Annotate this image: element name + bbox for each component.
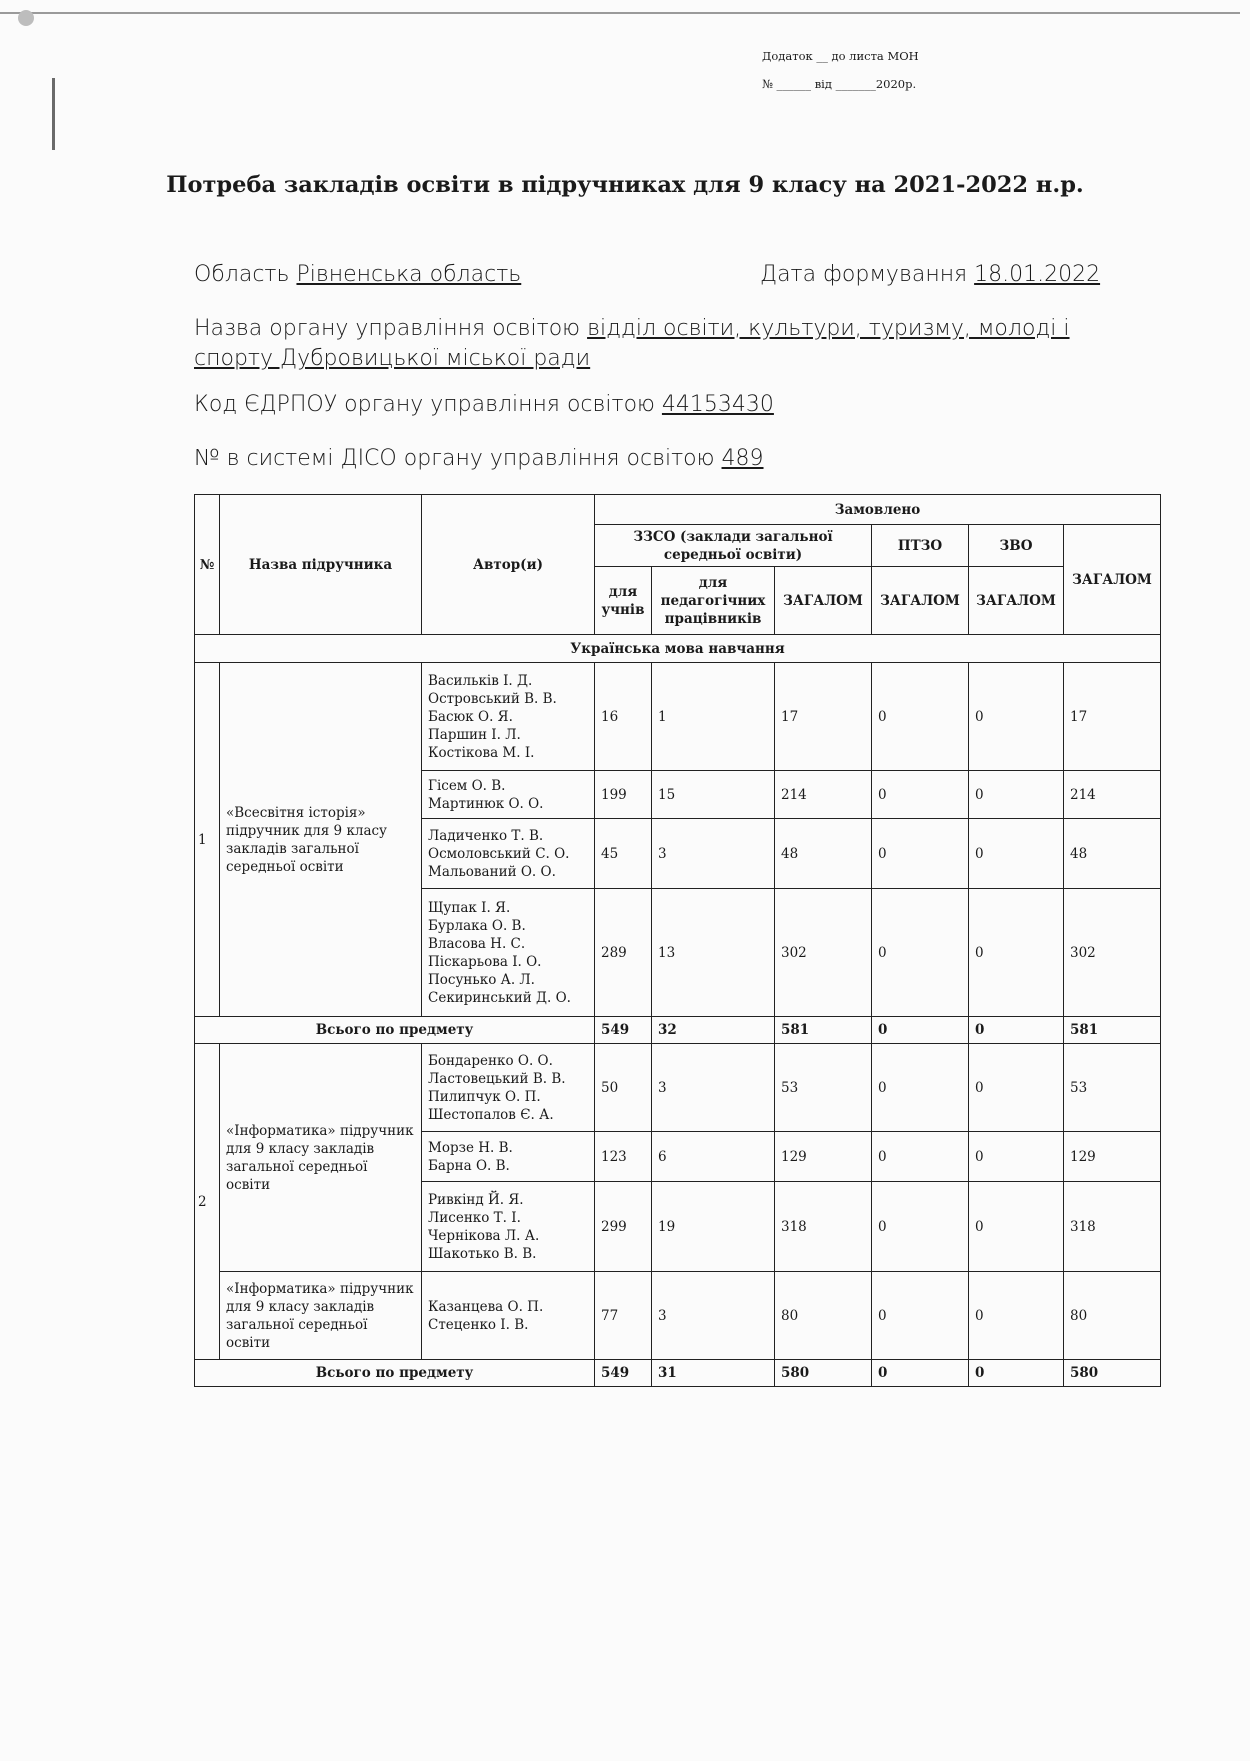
subtotal-row [195, 1017, 1161, 1044]
book-title: «Всесвітня історія» підручник для 9 класу закладів загальної середньої освіти [220, 663, 422, 1017]
teachers-cell: 1 [652, 663, 775, 771]
subtotal-teachers: 32 [652, 1017, 775, 1044]
header-zvo: ЗВО [969, 525, 1064, 567]
students-cell: 45 [595, 819, 652, 889]
diso-line [194, 446, 764, 471]
section-language: Українська мова навчання [195, 635, 1161, 663]
teachers-cell: 19 [652, 1182, 775, 1272]
book-title: «Інформатика» підручник для 9 класу закладів загальної середньої освіти [220, 1044, 422, 1272]
total-cell: 318 [1064, 1182, 1161, 1272]
subtotal-total: 580 [1064, 1360, 1161, 1387]
edrpou-value: 44153430 [661, 392, 774, 417]
date-value: 18.01.2022 [974, 262, 1101, 287]
zzso-total-cell: 214 [775, 771, 872, 819]
total-cell: 80 [1064, 1272, 1161, 1360]
header-ordered: Замовлено [595, 495, 1161, 525]
ptzo-cell: 0 [872, 819, 969, 889]
subtotal-total: 581 [1064, 1017, 1161, 1044]
addendum-line-2: № ______ від _______2020р. [762, 77, 917, 91]
zzso-total-cell: 17 [775, 663, 872, 771]
scan-punch-hole-mark [18, 10, 34, 26]
authors-cell: Гісем О. В. Мартинюк О. О. [422, 771, 595, 819]
subtotal-students: 549 [595, 1360, 652, 1387]
total-cell: 302 [1064, 889, 1161, 1017]
organ-label: Назва органу управління освітою [194, 316, 581, 341]
subtotal-ptzo: 0 [872, 1017, 969, 1044]
document-title: Потреба закладів освіти в підручниках для 9 класу на 2021-2022 н.р. [166, 172, 1084, 198]
header-total: ЗАГАЛОМ [1064, 525, 1161, 635]
header-students: для учнів [595, 567, 652, 635]
zzso-total-cell: 48 [775, 819, 872, 889]
subtotal-ptzo: 0 [872, 1360, 969, 1387]
addendum-line-1: Додаток __ до листа МОН [762, 49, 919, 63]
header-authors: Автор(и) [422, 495, 595, 635]
header-ptzo-total: ЗАГАЛОМ [872, 567, 969, 635]
subtotal-row [195, 1360, 1161, 1387]
table-row [195, 1272, 1161, 1360]
ptzo-cell: 0 [872, 663, 969, 771]
zvo-cell: 0 [969, 1272, 1064, 1360]
region-label: Область [194, 262, 290, 287]
ptzo-cell: 0 [872, 1044, 969, 1132]
zzso-total-cell: 129 [775, 1132, 872, 1182]
total-cell: 17 [1064, 663, 1161, 771]
textbook-demand-table [194, 494, 1161, 1387]
ptzo-cell: 0 [872, 889, 969, 1017]
date-label: Дата формування [760, 262, 968, 287]
subtotal-teachers: 31 [652, 1360, 775, 1387]
teachers-cell: 6 [652, 1132, 775, 1182]
header-teachers: для педагогічних працівників [652, 567, 775, 635]
scan-top-edge-line [0, 12, 1240, 14]
teachers-cell: 3 [652, 1272, 775, 1360]
subtotal-label: Всього по предмету [195, 1017, 595, 1044]
teachers-cell: 3 [652, 819, 775, 889]
subtotal-label: Всього по предмету [195, 1360, 595, 1387]
authors-cell: Бондаренко О. О. Ластовецький В. В. Пилипчук О. П. Шестопалов Є. А. [422, 1044, 595, 1132]
teachers-cell: 15 [652, 771, 775, 819]
subtotal-zvo: 0 [969, 1017, 1064, 1044]
subtotal-zzso-total: 580 [775, 1360, 872, 1387]
ptzo-cell: 0 [872, 771, 969, 819]
students-cell: 123 [595, 1132, 652, 1182]
header-no: № [195, 495, 220, 635]
table-row [195, 1044, 1161, 1132]
subtotal-zvo: 0 [969, 1360, 1064, 1387]
diso-label: № в системі ДІСО органу управління освітою [194, 446, 715, 471]
row-number: 1 [195, 663, 220, 1017]
table-row [195, 663, 1161, 771]
subtotal-students: 549 [595, 1017, 652, 1044]
ptzo-cell: 0 [872, 1132, 969, 1182]
students-cell: 50 [595, 1044, 652, 1132]
organ-line [194, 314, 1094, 374]
header-zzso: ЗЗСО (заклади загальної середньої освіти) [595, 525, 872, 567]
students-cell: 199 [595, 771, 652, 819]
zvo-cell: 0 [969, 1132, 1064, 1182]
teachers-cell: 3 [652, 1044, 775, 1132]
header-book: Назва підручника [220, 495, 422, 635]
scan-margin-mark [52, 78, 55, 150]
authors-cell: Васильків І. Д. Островський В. В. Басюк О. Я. Паршин І. Л. Костікова М. І. [422, 663, 595, 771]
zvo-cell: 0 [969, 1044, 1064, 1132]
zvo-cell: 0 [969, 1182, 1064, 1272]
authors-cell: Казанцева О. П. Стеценко І. В. [422, 1272, 595, 1360]
total-cell: 48 [1064, 819, 1161, 889]
diso-value: 489 [721, 446, 764, 471]
authors-cell: Ладиченко Т. В. Осмоловський С. О. Мальований О. О. [422, 819, 595, 889]
zzso-total-cell: 318 [775, 1182, 872, 1272]
ptzo-cell: 0 [872, 1272, 969, 1360]
students-cell: 16 [595, 663, 652, 771]
students-cell: 299 [595, 1182, 652, 1272]
book-title: «Інформатика» підручник для 9 класу закладів загальної середньої освіти [220, 1272, 422, 1360]
zvo-cell: 0 [969, 663, 1064, 771]
edrpou-label: Код ЄДРПОУ органу управління освітою [194, 392, 655, 417]
zvo-cell: 0 [969, 889, 1064, 1017]
authors-cell: Ривкінд Й. Я. Лисенко Т. І. Чернікова Л. А. Шакотько В. В. [422, 1182, 595, 1272]
zvo-cell: 0 [969, 771, 1064, 819]
date-line [760, 262, 1100, 287]
zzso-total-cell: 53 [775, 1044, 872, 1132]
region-line [194, 262, 521, 287]
organ-value: відділ освіти, культури, туризму, молоді і спорту Дубровицької міської ради [194, 316, 1070, 371]
teachers-cell: 13 [652, 889, 775, 1017]
total-cell: 214 [1064, 771, 1161, 819]
zzso-total-cell: 302 [775, 889, 872, 1017]
zzso-total-cell: 80 [775, 1272, 872, 1360]
authors-cell: Щупак І. Я. Бурлака О. В. Власова Н. С. Піскарьова І. О. Посунько А. Л. Секиринський Д. О. [422, 889, 595, 1017]
total-cell: 129 [1064, 1132, 1161, 1182]
subtotal-zzso-total: 581 [775, 1017, 872, 1044]
addendum-note [762, 42, 919, 98]
students-cell: 77 [595, 1272, 652, 1360]
ptzo-cell: 0 [872, 1182, 969, 1272]
students-cell: 289 [595, 889, 652, 1017]
header-zvo-total: ЗАГАЛОМ [969, 567, 1064, 635]
header-zzso-total: ЗАГАЛОМ [775, 567, 872, 635]
total-cell: 53 [1064, 1044, 1161, 1132]
authors-cell: Морзе Н. В. Барна О. В. [422, 1132, 595, 1182]
region-value: Рівненська область [296, 262, 522, 287]
zvo-cell: 0 [969, 819, 1064, 889]
header-ptzo: ПТЗО [872, 525, 969, 567]
row-number: 2 [195, 1044, 220, 1360]
edrpou-line [194, 392, 774, 417]
